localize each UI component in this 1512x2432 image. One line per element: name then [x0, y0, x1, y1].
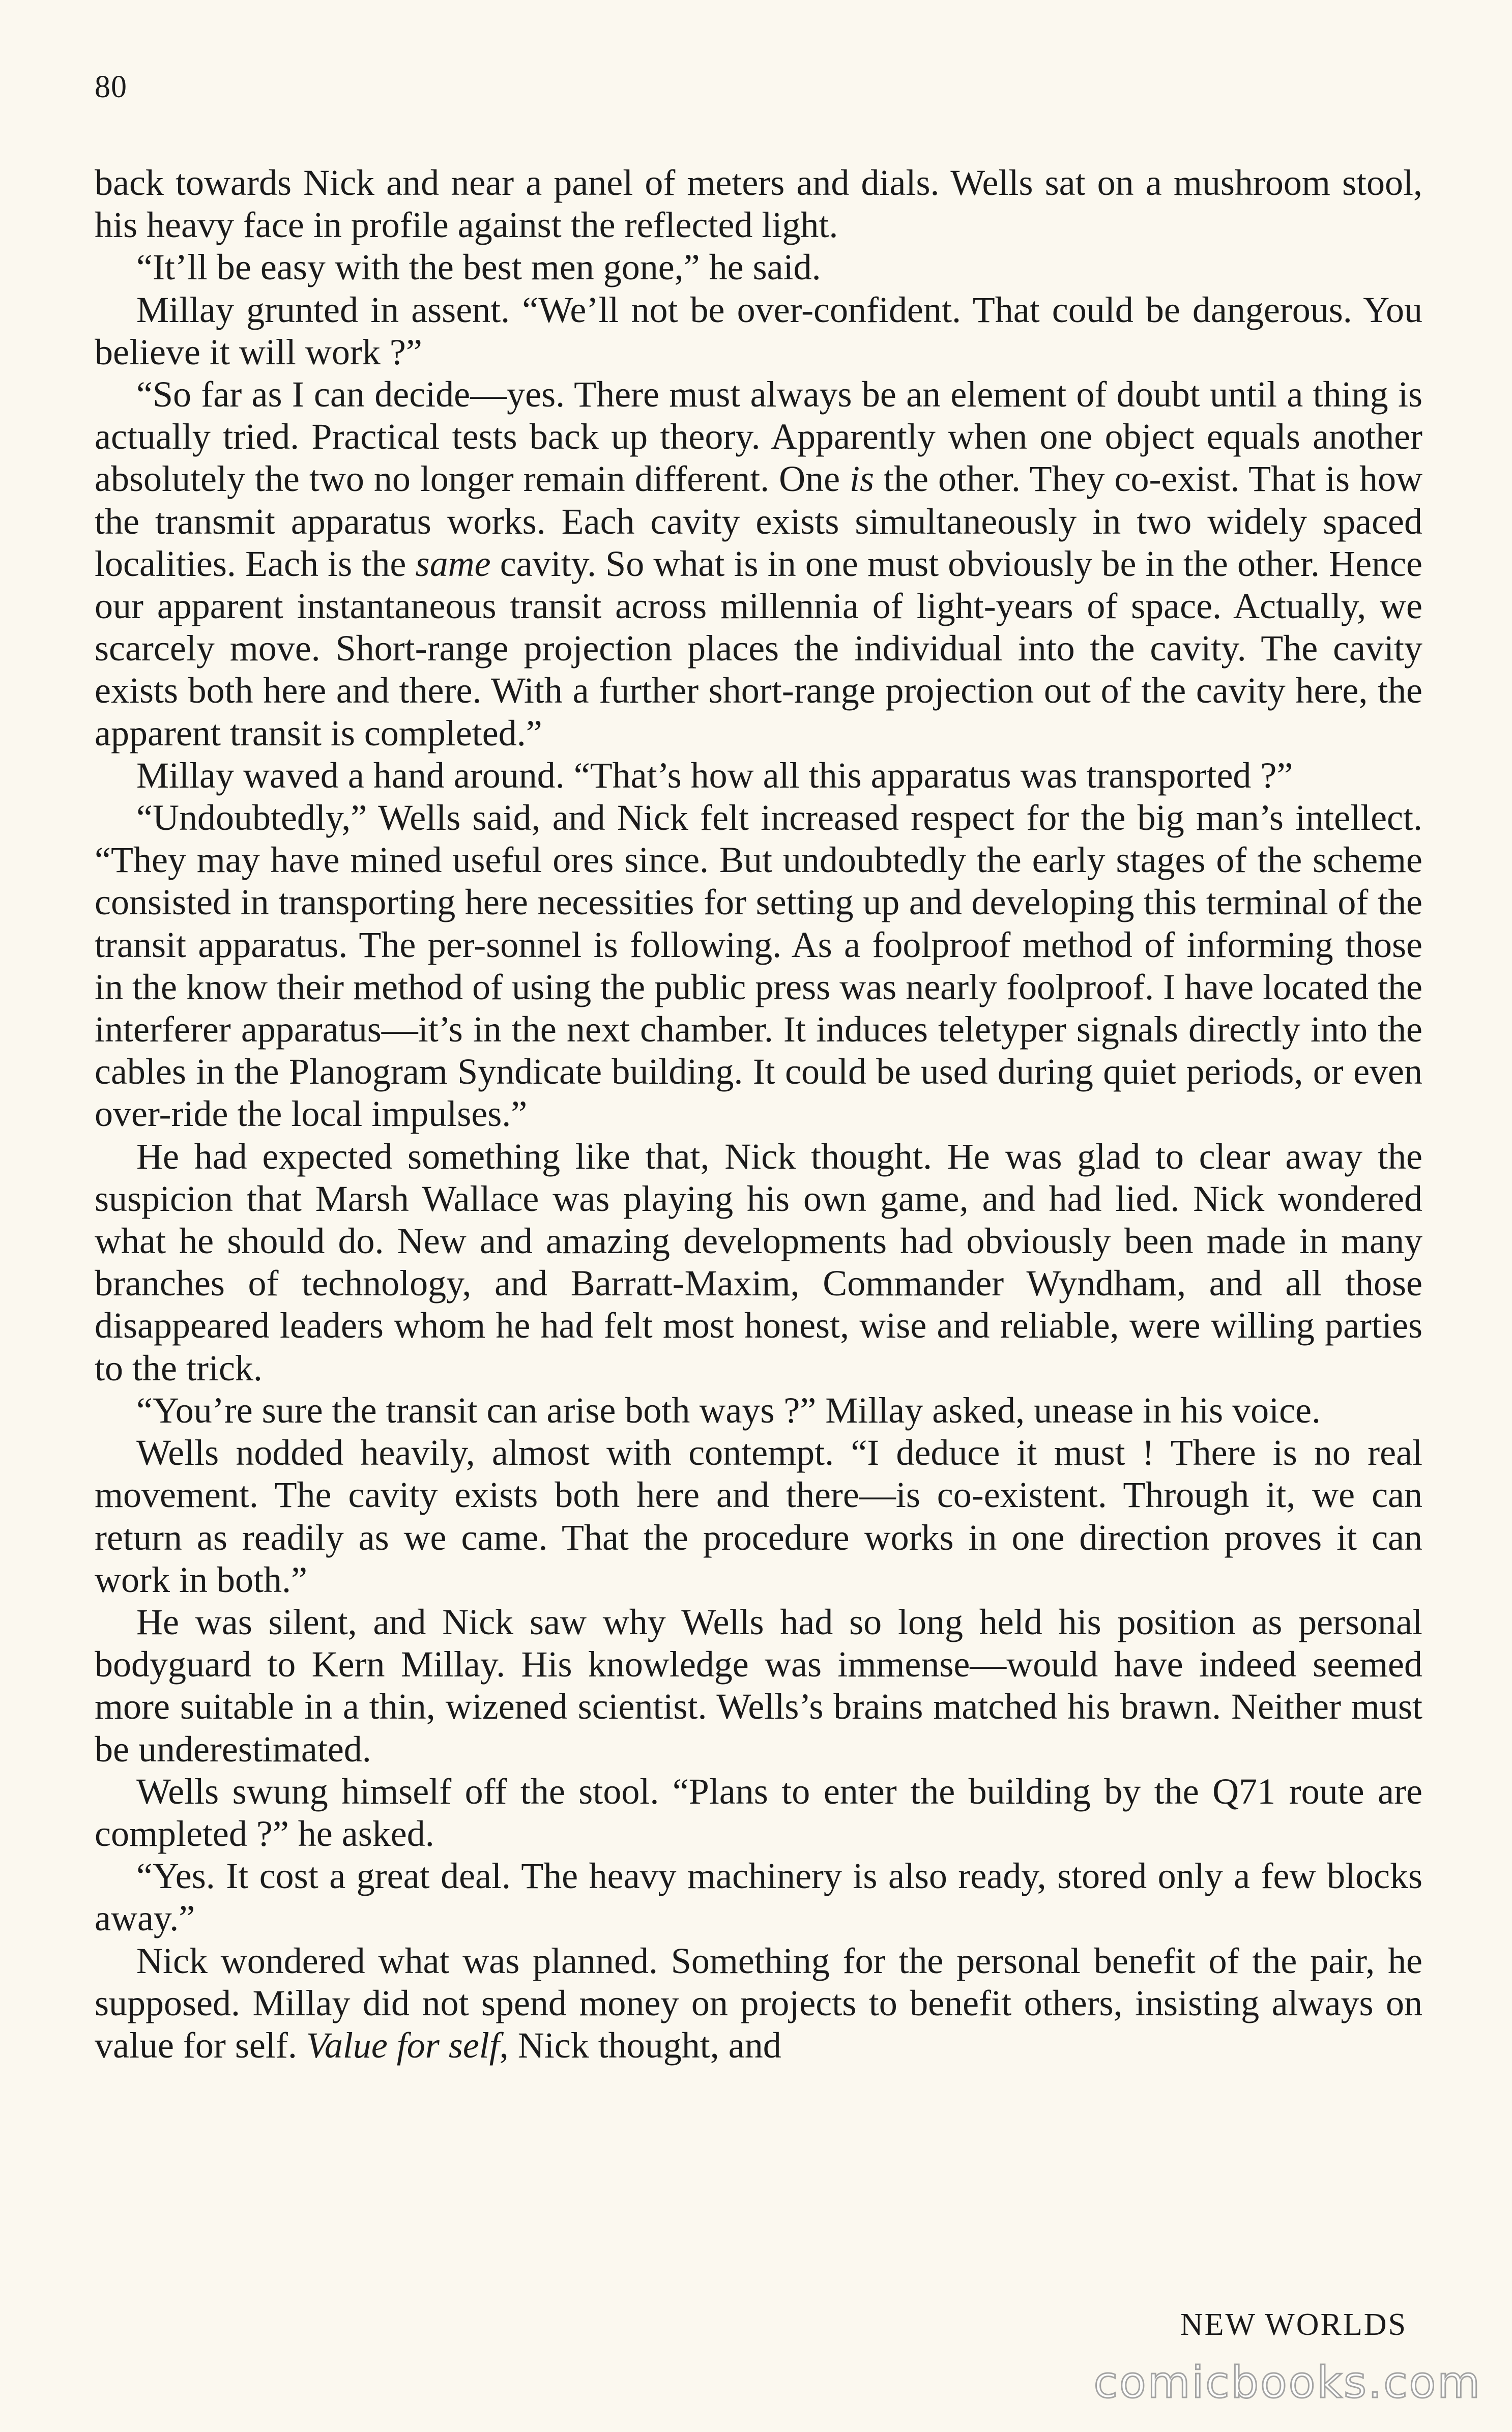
- text-run: , Nick thought, and: [499, 2024, 781, 2066]
- paragraph: [95, 1432, 1422, 1601]
- text-run: “So far as I can decide—yes. There must always be an element of doubt until a thing is actually tried. Practical tests back up theory. Apparently when one object equals another absolutely the two no longer remain different. One: [95, 374, 1422, 500]
- paragraph: [95, 289, 1422, 373]
- text-run: “You’re sure the transit can arise both ways ?” Millay asked, unease in his voice.: [136, 1389, 1321, 1431]
- paragraph: [95, 373, 1422, 755]
- text-run: “Yes. It cost a great deal. The heavy machinery is also ready, stored only a few blocks away.”: [95, 1856, 1422, 1939]
- text-run: “Undoubtedly,” Wells said, and Nick felt increased respect for the big man’s intellect. “They may have mined useful ores since. But undoubtedly the early stages of the scheme consisted in transporting here necessities for setting up and developing this terminal of the transit apparatus. The per-sonnel is following. As a foolproof method of informing those in the know their method of using the public press was nearly foolproof. I have located the interferer apparatus—it’s in the next chamber. It induces teletyper signals directly into the cables in the Planogram Syndicate building. It could be used during quiet periods, or even over-ride the local impulses.”: [95, 797, 1422, 1135]
- paragraph: [95, 1389, 1422, 1432]
- text-run: “It’ll be easy with the best men gone,” he said.: [136, 247, 821, 288]
- text-run: back towards Nick and near a panel of meters and dials. Wells sat on a mushroom stool, his heavy face in profile against the reflected light.: [95, 162, 1422, 246]
- watermark: comicbooks.com: [1093, 2357, 1481, 2408]
- paragraph: [95, 1136, 1422, 1389]
- text-run: the other. They co-exist. That is how the transmit apparatus works. Each cavity exists simultaneously in two widely spaced localities. Each is the: [95, 458, 1423, 584]
- text-run: Millay waved a hand around. “That’s how all this apparatus was transported ?”: [136, 755, 1293, 796]
- paragraph: [95, 162, 1422, 246]
- paragraph: [95, 1771, 1422, 1855]
- text-run: He had expected something like that, Nick thought. He was glad to clear away the suspicion that Marsh Wallace was playing his own game, and had lied. Nick wondered what he should do. New and amazing developments had obviously been made in many branches of technology, and Barratt-Maxim, Commander Wyndham, and all those disappeared leaders whom he had felt most honest, wise and reliable, were willing parties to the trick.: [95, 1136, 1422, 1388]
- paragraph: [95, 1855, 1422, 1939]
- paragraph: [95, 1940, 1422, 2067]
- italic-text: same: [415, 543, 491, 584]
- text-run: Wells swung himself off the stool. “Plans to enter the building by the Q71 route are completed ?” he asked.: [95, 1771, 1422, 1854]
- italic-text: Value for self: [306, 2024, 500, 2066]
- italic-text: is: [850, 458, 875, 500]
- text-run: cavity. So what is in one must obviously be in the other. Hence our apparent instantaneous transit across millennia of light-years of space. Actually, we scarcely move. Short-range projection places the individual into the cavity. The cavity exists both here and there. With a further short-range projection out of the cavity here, the apparent transit is completed.”: [95, 543, 1422, 754]
- text-run: Wells nodded heavily, almost with contempt. “I deduce it must ! There is no real movement. The cavity exists both here and there—is co-existent. Through it, we can return as readily as we came. That the procedure works in one direction proves it can work in both.”: [95, 1432, 1422, 1600]
- text-run: Millay grunted in assent. “We’ll not be over-confident. That could be dangerous. You believe it will work ?”: [95, 289, 1422, 372]
- text-run: He was silent, and Nick saw why Wells had so long held his position as personal bodyguard to Kern Millay. His knowledge was immense—would have indeed seemed more suitable in a thin, wizened scientist. Wells’s brains matched his brawn. Neither must be underestimated.: [95, 1601, 1422, 1770]
- magazine-title-footer: NEW WORLDS: [1180, 2307, 1407, 2342]
- paragraph: [95, 1601, 1422, 1771]
- text-run: Nick wondered what was planned. Something for the personal benefit of the pair, he supposed. Millay did not spend money on projects to benefit others, insisting always on value for self.: [95, 1940, 1422, 2066]
- paragraph: [95, 246, 1422, 288]
- paragraph: [95, 797, 1422, 1136]
- page-number: 80: [95, 70, 127, 104]
- paragraph: [95, 755, 1422, 797]
- article-body: [95, 162, 1422, 2067]
